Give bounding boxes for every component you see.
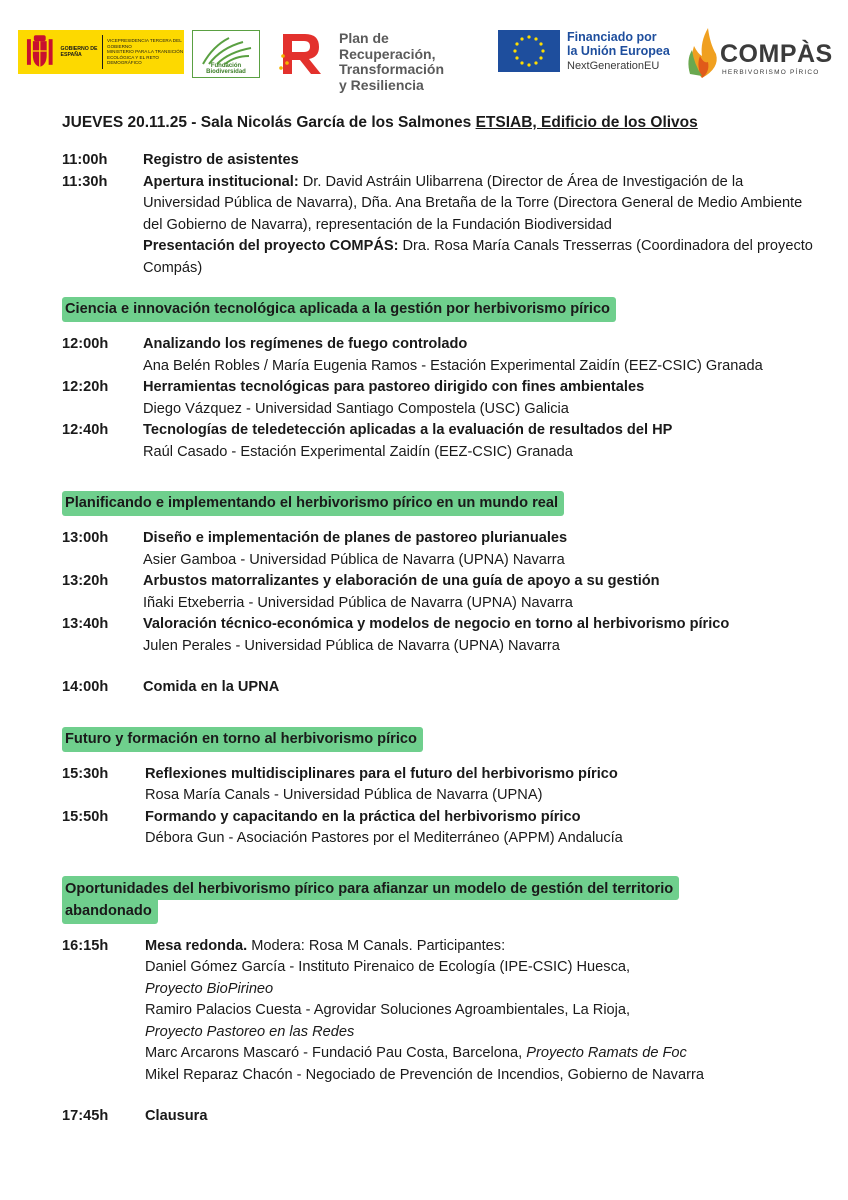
coat-of-arms-icon [23, 33, 57, 71]
prtr-line-3: y Resiliencia [339, 76, 424, 93]
section-header: Oportunidades del herbivorismo pírico para afianzar un modelo de gestión del territorio [62, 876, 679, 900]
agenda-row [62, 172, 822, 280]
agenda-detail [143, 334, 822, 377]
agenda-time: 13:00h [62, 530, 109, 546]
agenda-speaker: Raúl Casado - Estación Experimental Zaidín (EEZ-CSIC) Granada [143, 443, 573, 460]
fundacion-biodiversidad-logo [192, 30, 260, 78]
agenda-row [62, 571, 822, 614]
agenda-row [62, 1106, 822, 1128]
agenda-row [62, 764, 822, 807]
agenda-detail [143, 420, 822, 463]
agenda-row [62, 936, 822, 1087]
compas-title: COMPÀS [720, 40, 833, 68]
section-header: Ciencia e innovación tecnológica aplicada a la gestión por herbivorismo pírico [62, 297, 616, 322]
prtr-emblem-icon [275, 30, 331, 76]
prtr-logo [275, 28, 487, 93]
agenda-title: Arbustos matorralizantes y elaboración de una guía de apoyo a su gestión [143, 573, 660, 589]
agenda-row [62, 420, 822, 463]
agenda-detail [145, 764, 822, 807]
agenda-title: Valoración técnico-económica y modelos de negocio en torno al herbivorismo pírico [143, 616, 730, 632]
agenda-time: 13:40h [62, 616, 109, 632]
agenda-time: 14:00h [62, 679, 109, 695]
agenda-row [62, 150, 822, 172]
agenda-row [62, 528, 822, 571]
agenda-detail [143, 377, 822, 420]
participant: Ramiro Palacios Cuesta - Agrovidar Soluciones Agroambientales, La Rioja, [145, 1002, 631, 1018]
agenda-detail [143, 614, 822, 657]
agenda-speaker: Asier Gamboa - Universidad Pública de Navarra (UPNA) Navarra [143, 551, 565, 568]
agenda-speaker: Ana Belén Robles / María Eugenia Ramos - Estación Experimental Zaidín (EEZ-CSIC) Granada [143, 357, 763, 374]
agenda-speaker: Rosa María Canals - Universidad Pública de Navarra (UPNA) [145, 787, 543, 803]
agenda-title: Presentación del proyecto COMPÁS: [143, 238, 399, 254]
agenda-row [62, 334, 822, 377]
agenda-text: Dr. David Astráin Ulibarrena (Director de Área de Investigación de la Universidad Pública de Navarra), Dña. Ana Bretaña de la Torre (Directora General de Medio Ambiente del Gobierno de Navarra), representación de la Fundación Biodiversidad [143, 173, 803, 233]
agenda-title: Reflexiones multidisciplinares para el futuro del herbivorismo pírico [145, 765, 618, 782]
agenda-detail [143, 528, 822, 571]
agenda-time: 17:45h [62, 1108, 109, 1124]
eu-funding-logo [498, 30, 678, 74]
participant-project: Proyecto Pastoreo en las Redes [145, 1023, 355, 1040]
grass-icon [199, 34, 255, 66]
agenda-speaker: Julen Perales - Universidad Pública de Navarra (UPNA) Navarra [143, 637, 560, 654]
agenda-title: Mesa redonda. [145, 937, 248, 954]
nextgen-label: NextGenerationEU [567, 60, 660, 72]
participant: Marc Arcarons Mascaró - Fundació Pau Costa, Barcelona, [145, 1045, 527, 1061]
agenda-time: 12:00h [62, 336, 109, 352]
fundacion-label: Fundación Biodiversidad [206, 63, 246, 75]
agenda-detail [143, 571, 822, 614]
compas-subtitle: HERBIVORISMO PÍRICO [722, 69, 820, 76]
section-header: Planificando e implementando el herbivorismo pírico en un mundo real [62, 491, 564, 516]
agenda-title: Tecnologías de teledetección aplicadas a la evaluación de resultados del HP [143, 422, 673, 438]
section-header-wrap [62, 727, 822, 752]
prtr-line-1: Plan de Recuperación, [339, 30, 436, 62]
agenda-row [62, 807, 822, 850]
compas-logo [684, 24, 834, 80]
section-header-continuation: abandonado [62, 900, 158, 924]
agenda-time: 12:20h [62, 379, 109, 395]
agenda-speaker: Débora Gun - Asociación Pastores por el Mediterráneo (APPM) Andalucía [145, 830, 623, 846]
agenda-title: Herramientas tecnológicas para pastoreo dirigido con fines ambientales [143, 379, 645, 395]
agenda-title: Apertura institucional: [143, 173, 299, 190]
day-title [62, 112, 822, 134]
agenda-row [62, 677, 822, 699]
section-header-wrap [62, 876, 762, 924]
participant-project: Proyecto Ramats de Foc [526, 1045, 687, 1061]
day-title-venue: ETSIAB, Edificio de los Olivos [475, 114, 698, 131]
agenda-time: 12:40h [62, 422, 109, 438]
agenda-title: Registro de asistentes [143, 152, 299, 168]
eu-line-2: la Unión Europea [567, 44, 670, 58]
agenda-time: 13:20h [62, 573, 109, 589]
round-table-detail [145, 936, 822, 1087]
program-content [62, 112, 822, 1128]
agenda-time: 15:50h [62, 808, 109, 825]
agenda-time: 15:30h [62, 765, 109, 782]
prtr-line-2: Transformación [339, 61, 445, 77]
vicepresidencia-label: VICEPRESIDENCIA TERCERA DEL GOBIERNO [107, 38, 182, 49]
participant-project: Proyecto BioPirineo [145, 980, 274, 997]
gobierno-label: GOBIERNO DE ESPAÑA [60, 46, 98, 58]
agenda-title: Diseño e implementación de planes de pastoreo plurianuales [143, 530, 568, 546]
section-header-wrap [62, 491, 822, 516]
agenda-speaker: Diego Vázquez - Universidad Santiago Compostela (USC) Galicia [143, 400, 569, 417]
ministerio-name: MINISTERIO PARA LA TRANSICIÓN ECOLÓGICA Y EL RETO DEMOGRÁFICO [107, 49, 184, 66]
day-title-prefix: JUEVES 20.11.25 - Sala Nicolás García de los Salmones [62, 114, 476, 131]
agenda-time: 11:30h [62, 173, 108, 190]
logo-bar [0, 0, 848, 100]
agenda-text: Dra. Rosa María Canals Tresserras (Coordinadora del proyecto Compás) [143, 238, 813, 276]
agenda-title: Clausura [145, 1108, 208, 1124]
agenda-title: Comida en la UPNA [143, 679, 280, 695]
agenda-speaker: Iñaki Etxeberria - Universidad Pública de Navarra (UPNA) Navarra [143, 594, 573, 611]
agenda-title: Analizando los regímenes de fuego controlado [143, 336, 468, 352]
agenda-detail [143, 172, 822, 280]
flame-leaf-icon [684, 24, 720, 80]
agenda-time: 16:15h [62, 937, 109, 954]
agenda-row [62, 377, 822, 420]
gobierno-espana-logo [18, 30, 184, 74]
agenda-detail [145, 807, 822, 850]
participant: Mikel Reparaz Chacón - Negociado de Prevención de Incendios, Gobierno de Navarra [145, 1066, 704, 1083]
participant: Daniel Gómez García - Instituto Pirenaico de Ecología (IPE-CSIC) Huesca, [145, 959, 631, 975]
gobierno-divider [102, 35, 103, 69]
section-header-wrap [62, 297, 822, 322]
agenda-time: 11:00h [62, 152, 108, 168]
agenda-title: Formando y capacitando en la práctica del herbivorismo pírico [145, 808, 581, 825]
ministerio-label [107, 38, 184, 66]
round-table-intro: Modera: Rosa M Canals. Participantes: [247, 937, 506, 954]
section-header: Futuro y formación en torno al herbivorismo pírico [62, 727, 423, 752]
agenda-row [62, 614, 822, 657]
eu-financed-label [567, 30, 670, 58]
eu-flag-icon [498, 30, 560, 72]
eu-line-1: Financiado por [567, 30, 657, 44]
prtr-label [339, 31, 487, 93]
